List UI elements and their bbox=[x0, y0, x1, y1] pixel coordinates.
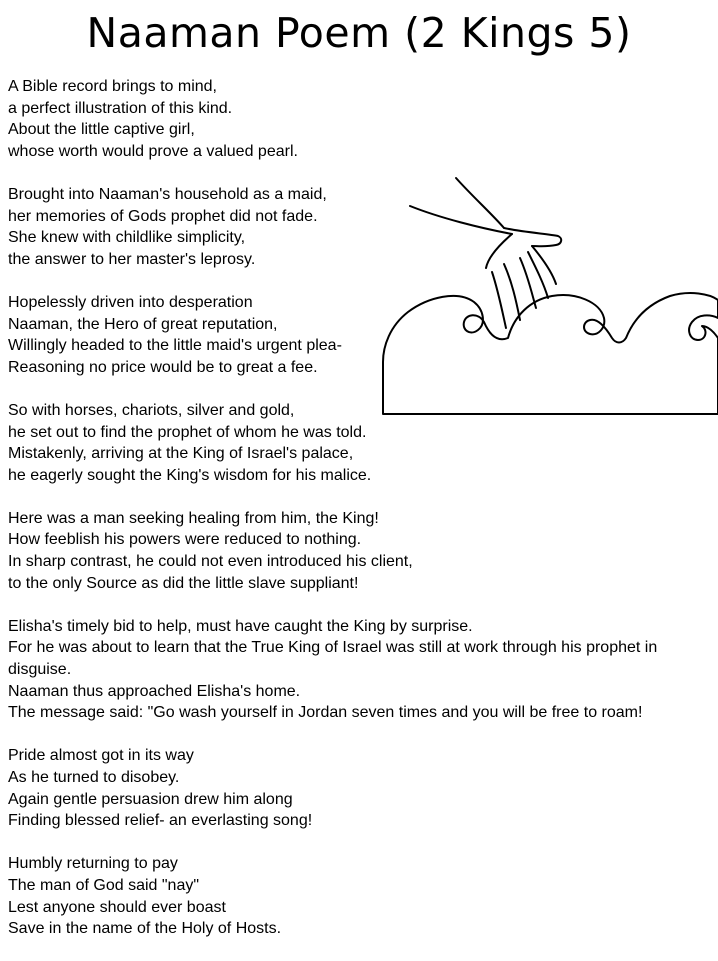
poem-line: The man of God said "nay" bbox=[8, 876, 200, 894]
poem-line: Naaman, the Hero of great reputation, bbox=[8, 315, 278, 333]
poem-line: She knew with childlike simplicity, bbox=[8, 229, 246, 247]
stanza bbox=[8, 76, 673, 162]
poem-line: Lest anyone should ever boast bbox=[8, 898, 226, 916]
poem-line: Hopelessly driven into desperation bbox=[8, 293, 253, 311]
poem-body bbox=[8, 76, 673, 961]
poem-line: Willingly headed to the little maid's urgent plea- bbox=[8, 337, 342, 355]
poem-line: A Bible record brings to mind, bbox=[8, 78, 217, 95]
poem-line: Here was a man seeking healing from him, the King! bbox=[8, 509, 379, 527]
poem-line: Brought into Naaman's household as a maid, bbox=[8, 185, 327, 203]
poem-line: Again gentle persuasion drew him along bbox=[8, 790, 293, 808]
poem-line: How feeblish his powers were reduced to nothing. bbox=[8, 531, 362, 549]
stanza bbox=[8, 292, 673, 378]
poem-line: he set out to find the prophet of whom he was told. bbox=[8, 423, 367, 441]
poem-line: Save in the name of the Holy of Hosts. bbox=[8, 920, 282, 938]
poem-line: the answer to her master's leprosy. bbox=[8, 250, 256, 268]
poem-line: Mistakenly, arriving at the King of Israel's palace, bbox=[8, 445, 354, 463]
stanza bbox=[8, 400, 673, 486]
poem-line: a perfect illustration of this kind. bbox=[8, 99, 233, 117]
poem-line: he eagerly sought the King's wisdom for his malice. bbox=[8, 466, 372, 484]
poem-line: Pride almost got in its way bbox=[8, 747, 194, 765]
stanza bbox=[8, 184, 673, 270]
poem-line: As he turned to disobey. bbox=[8, 769, 180, 786]
poem-line: Elisha's timely bid to help, must have caught the King by surprise. bbox=[8, 617, 473, 635]
poem-line: The message said: "Go wash yourself in Jordan seven times and you will be free to roam! bbox=[8, 704, 643, 722]
poem-line: Reasoning no price would be to great a fee. bbox=[8, 358, 318, 376]
poem-line: For he was about to learn that the True King of Israel was still at work through his prophet in disguise. bbox=[8, 639, 658, 679]
stanza bbox=[8, 745, 673, 831]
poem-line: her memories of Gods prophet did not fade. bbox=[8, 207, 318, 225]
poem-line: to the only Source as did the little slave suppliant! bbox=[8, 574, 359, 592]
stanza bbox=[8, 616, 673, 724]
poem-line: In sharp contrast, he could not even introduced his client, bbox=[8, 553, 413, 571]
poem-line: Humbly returning to pay bbox=[8, 855, 178, 873]
poem-line: Finding blessed relief- an everlasting song! bbox=[8, 812, 313, 830]
poem-line: So with horses, chariots, silver and gold, bbox=[8, 401, 295, 419]
poem-line: Naaman thus approached Elisha's home. bbox=[8, 682, 301, 700]
stanza bbox=[8, 853, 673, 939]
stanza bbox=[8, 508, 673, 594]
poem-line: whose worth would prove a valued pearl. bbox=[8, 142, 298, 160]
page-title: Naaman Poem (2 Kings 5) bbox=[86, 9, 632, 57]
poem-line: About the little captive girl, bbox=[8, 121, 195, 139]
